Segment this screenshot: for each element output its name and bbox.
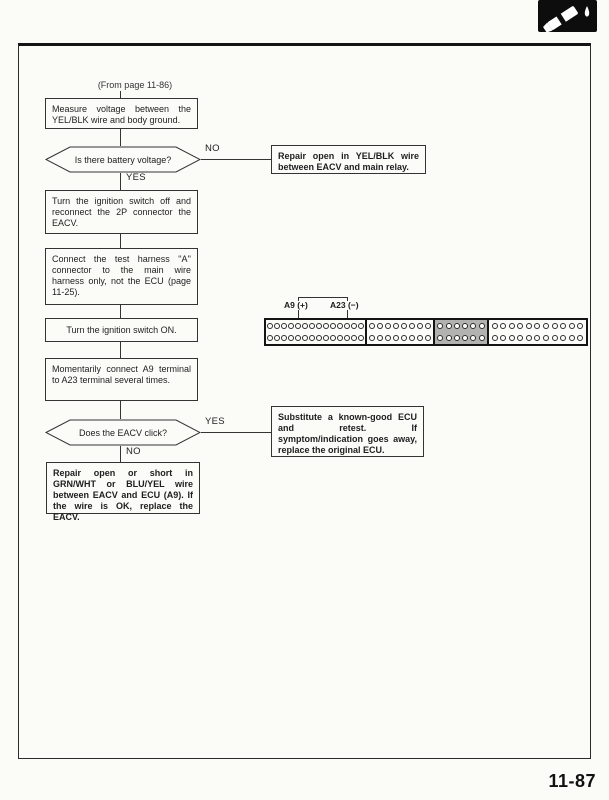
connector-pin [500, 335, 506, 341]
connector-pin [577, 335, 583, 341]
yes-label: YES [126, 172, 146, 183]
connector-pin [377, 323, 383, 329]
pin-row [489, 321, 586, 332]
connector-pin [401, 335, 407, 341]
connector-pin [517, 335, 523, 341]
connector-pin [369, 323, 375, 329]
connector-pin [302, 335, 308, 341]
pin-row [266, 332, 365, 343]
flow-line [120, 446, 121, 462]
connector-pin [454, 323, 460, 329]
flow-line [120, 234, 121, 248]
no-label: NO [205, 143, 220, 154]
decision-battery-voltage [45, 146, 201, 173]
connector-pin [462, 323, 468, 329]
connector-pin [560, 335, 566, 341]
connector-pin [560, 323, 566, 329]
connector-section [367, 320, 435, 344]
step-connect-harness: Connect the test harness ''A'' connector to the main wire harness only, not the ECU (page 11-25). [45, 248, 198, 305]
flow-line [120, 173, 121, 190]
connector-pin [446, 323, 452, 329]
connector-pin [509, 335, 515, 341]
step-ignition-off: Turn the ignition switch off and reconnect the 2P connector the EACV. [45, 190, 198, 234]
connector-pin [492, 335, 498, 341]
connector-pin [543, 335, 549, 341]
connector-pin [401, 323, 407, 329]
connector-pin [323, 335, 329, 341]
pin-row [435, 332, 487, 343]
connector-pin [309, 323, 315, 329]
connector-pin [330, 323, 336, 329]
connector-pin [267, 335, 273, 341]
connector-pin [281, 335, 287, 341]
connector-section [489, 320, 586, 344]
connector-pin [267, 323, 273, 329]
action-substitute-ecu: Substitute a known-good ECU and retest. If symptom/indication goes away, replace the original ECU. [271, 406, 424, 457]
connector-pin [454, 335, 460, 341]
pin-row [367, 332, 433, 343]
connector-pin [569, 335, 575, 341]
connector-pin [344, 335, 350, 341]
connector-pin [369, 335, 375, 341]
connector-pin [377, 335, 383, 341]
pin-row [367, 321, 433, 332]
connector-pin [425, 323, 431, 329]
connector-pin [385, 335, 391, 341]
connector-pin [526, 323, 532, 329]
connector-pin [552, 335, 558, 341]
from-page-note: (From page 11-86) [97, 80, 173, 90]
pin-row [435, 321, 487, 332]
connector-pin [534, 335, 540, 341]
connector-pin [274, 335, 280, 341]
flow-line [120, 129, 121, 146]
connector-pin [295, 335, 301, 341]
connector-pin [509, 323, 515, 329]
decision-click-label: Does the EACV click? [78, 428, 168, 438]
connector-pin [281, 323, 287, 329]
decision-battery-label: Is there battery voltage? [74, 155, 172, 165]
connector-pin [309, 335, 315, 341]
flow-line [120, 305, 121, 318]
connector-pin [288, 323, 294, 329]
connector-pin [437, 323, 443, 329]
connector-pin [425, 335, 431, 341]
connector-pin [417, 323, 423, 329]
connector-pin [492, 323, 498, 329]
connector-pin [534, 323, 540, 329]
step-measure-voltage: Measure voltage between the YEL/BLK wire and body ground. [45, 98, 198, 129]
connector-pin [446, 335, 452, 341]
connector-pin [577, 323, 583, 329]
connector-pin [470, 335, 476, 341]
fuel-injection-icon [538, 0, 597, 32]
connector-pin [337, 335, 343, 341]
connector-pin [295, 323, 301, 329]
flow-line [120, 342, 121, 358]
step-ignition-on: Turn the ignition switch ON. [45, 318, 198, 342]
connector-pin [526, 335, 532, 341]
connector-pin [316, 335, 322, 341]
connector-pin [393, 335, 399, 341]
connector-pin [569, 323, 575, 329]
connector-pin [417, 335, 423, 341]
yes-label: YES [205, 416, 225, 427]
no-label: NO [126, 446, 141, 457]
connector-strip [264, 318, 588, 346]
page-number: 11-87 [548, 771, 596, 791]
yes-branch-line [201, 432, 271, 433]
pin-label-a9: A9 (+) [284, 300, 308, 310]
connector-pin [323, 323, 329, 329]
pin-row [489, 332, 586, 343]
connector-pin [393, 323, 399, 329]
connector-pin [351, 335, 357, 341]
connector-pin [543, 323, 549, 329]
flow-line [120, 91, 121, 98]
connector-pin [409, 323, 415, 329]
connector-pin [479, 335, 485, 341]
connector-pin [316, 323, 322, 329]
connector-section [266, 320, 367, 344]
connector-section-shaded [435, 320, 489, 344]
pin-label-a23: A23 (−) [330, 300, 359, 310]
connector-pin [437, 335, 443, 341]
no-branch-line [201, 159, 271, 160]
connector-pin [337, 323, 343, 329]
connector-pin [302, 323, 308, 329]
connector-pin [385, 323, 391, 329]
connector-pin [288, 335, 294, 341]
step-repair-grn-wht: Repair open or short in GRN/WHT or BLU/YEL wire between EACV and ECU (A9). If the wire is OK, replace the EACV. [46, 462, 200, 514]
connector-pin [500, 323, 506, 329]
connector-pin [358, 335, 364, 341]
connector-pin [358, 323, 364, 329]
connector-pin [344, 323, 350, 329]
connector-pin [409, 335, 415, 341]
connector-pin [552, 323, 558, 329]
action-repair-yel-blk: Repair open in YEL/BLK wire between EACV and main relay. [271, 145, 426, 174]
pin-row [266, 321, 365, 332]
connector-pin [479, 323, 485, 329]
connector-pin [351, 323, 357, 329]
step-connect-terminals: Momentarily connect A9 terminal to A23 terminal several times. [45, 358, 198, 401]
connector-pin [462, 335, 468, 341]
flow-line [120, 401, 121, 419]
connector-pin [274, 323, 280, 329]
connector-pin [330, 335, 336, 341]
eacv-valve-glyph [538, 0, 597, 32]
connector-pin [517, 323, 523, 329]
connector-pin [470, 323, 476, 329]
decision-eacv-click [45, 419, 201, 446]
